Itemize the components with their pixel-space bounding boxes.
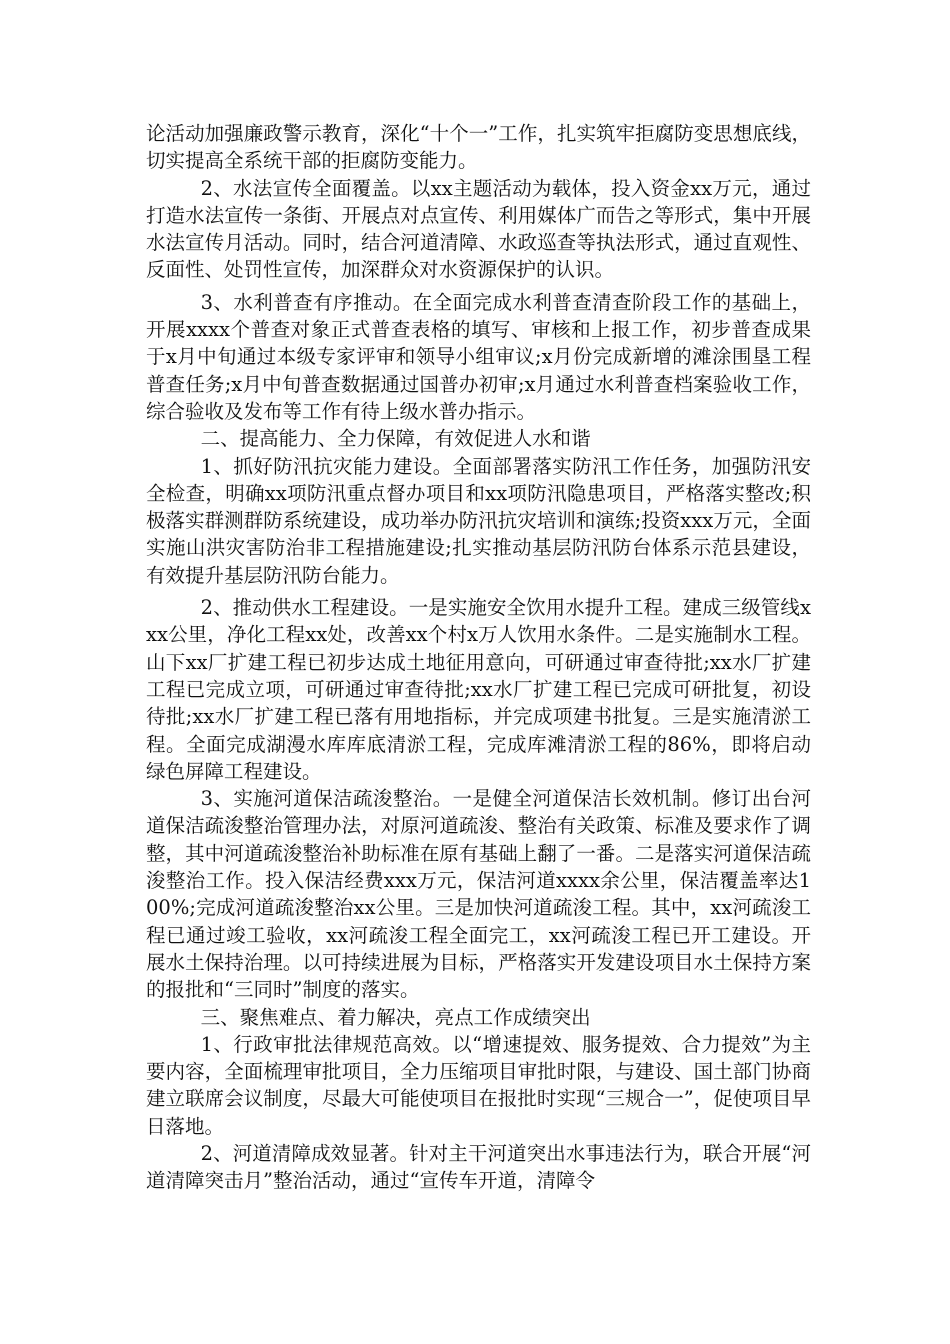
paragraph-intro-continuation: 论活动加强廉政警示教育，深化“十个一”工作，扎实筑牢拒腐防变思想底线，切实提高全系统干部的拒腐防变能力。	[146, 122, 811, 173]
paragraph-water-law-publicity: 2、水法宣传全面覆盖。以xx主题活动为载体，投入资金xx万元，通过打造水法宣传一条街、开展点对点宣传、利用媒体广而告之等形式，集中开展水法宣传月活动。同时，结合河道清障、水政巡查等执法形式，通过直观性、反面性、处罚性宣传，加深群众对水资源保护的认识。	[146, 176, 811, 282]
section-heading-2: 二、提高能力、全力保障，有效促进人水和谐	[200, 427, 591, 451]
paragraph-flood-control: 1、抓好防汛抗灾能力建设。全面部署落实防汛工作任务，加强防汛安全检查，明确xx项防汛重点督办项目和xx项防汛隐患项目，严格落实整改;积极落实群测群防系统建设，成功举办防汛抗灾培训和演练;投资xxx万元，全面实施山洪灾害防治非工程措施建设;扎实推动基层防汛防台体系示范县建设，有效提升基层防汛防台能力。	[146, 454, 811, 587]
paragraph-water-supply: 2、推动供水工程建设。一是实施安全饮用水提升工程。建成三级管线xxx公里，净化工程xx处，改善xx个村x万人饮用水条件。二是实施制水工程。山下xx厂扩建工程已初步达成土地征用意向，可研通过审查待批;xx水厂扩建工程已完成立项，可研通过审查待批;xx水厂扩建工程已完成可研批复，初设待批;xx水厂扩建工程已落有用地指标，并完成项建书批复。三是实施清淤工程。全面完成湖漫水库库底清淤工程，完成库滩清淤工程的86%，即将启动绿色屏障工程建设。	[146, 596, 811, 783]
paragraph-administrative-approval: 1、行政审批法律规范高效。以“增速提效、服务提效、合力提效”为主要内容，全面梳理审批项目，全力压缩项目审批时限，与建设、国土部门协商建立联席会议制度，尽最大可能使项目在报批时实现“三规合一”，促使项目早日落地。	[146, 1032, 811, 1138]
document-page	[146, 120, 811, 1195]
paragraph-river-obstacle-clearing: 2、河道清障成效显著。针对主干河道突出水事违法行为，联合开展“河道清障突击月”整治活动，通过“宣传车开道，清障令	[146, 1141, 811, 1193]
paragraph-water-census: 3、水利普查有序推动。在全面完成水利普查清查阶段工作的基础上，开展xxxx个普查对象正式普查表格的填写、审核和上报工作，初步普查成果于x月中旬通过本级专家评审和领导小组审议;x月份完成新增的滩涂围垦工程普查任务;x月中旬普查数据通过国普办初审;x月通过水利普查档案验收工作，综合验收及发布等工作有待上级水普办指示。	[146, 290, 811, 423]
paragraph-river-cleaning: 3、实施河道保洁疏浚整治。一是健全河道保洁长效机制。修订出台河道保洁疏浚整治管理办法，对原河道疏浚、整治有关政策、标准及要求作了调整，其中河道疏浚整治补助标准在原有基础上翻了一番。二是落实河道保洁疏浚整治工作。投入保洁经费xxx万元，保洁河道xxxx余公里，保洁覆盖率达100%;完成河道疏浚整治xx公里。三是加快河道疏浚工程。其中，xx河疏浚工程已通过竣工验收，xx河疏浚工程全面完工，xx河疏浚工程已开工建设。开展水土保持治理。以可持续进展为目标，严格落实开发建设项目水土保持方案的报批和“三同时”制度的落实。	[146, 787, 811, 1002]
section-heading-3: 三、聚焦难点、着力解决，亮点工作成绩突出	[200, 1005, 591, 1029]
